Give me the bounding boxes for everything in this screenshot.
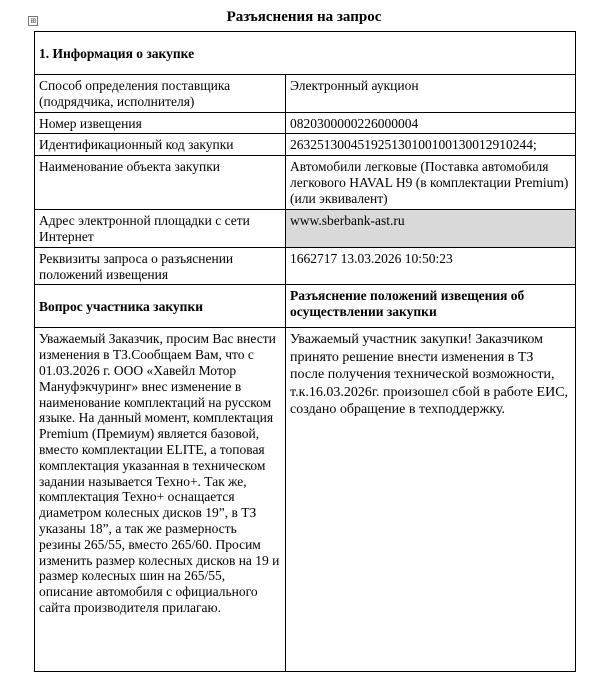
table-row <box>35 75 576 113</box>
procurement-info-table <box>34 31 576 672</box>
qa-header-row <box>35 285 576 328</box>
row-value-notice-number: 0820300000226000004 <box>286 112 576 134</box>
section-row <box>35 32 576 75</box>
table-row <box>35 210 576 248</box>
row-label-purchase-code: Идентификационный код закупки <box>35 134 286 156</box>
row-value-request-details: 1662717 13.03.2026 10:50:23 <box>286 247 576 285</box>
question-header: Вопрос участника закупки <box>35 285 286 328</box>
table-row <box>35 112 576 134</box>
document-title: Разъяснения на запрос <box>226 9 382 25</box>
row-label-notice-number: Номер извещения <box>35 112 286 134</box>
table-row <box>35 134 576 156</box>
table-row <box>35 156 576 210</box>
row-value-method: Электронный аукцион <box>286 75 576 113</box>
row-label-object-name: Наименование объекта закупки <box>35 156 286 210</box>
row-label-request-details: Реквизиты запроса о разъяснении положений извещения <box>35 247 286 285</box>
question-text: Уважаемый Заказчик, просим Вас внести изменения в ТЗ.Сообщаем Вам, что с 01.03.2026 г. ООО «Хавейл Мотор Мануфэкчуринг» внес изменение в наименование комплектаций на русском языке. На данный момент, комплектация Premium (Премиум) является базовой, вместо комплектации ELITE, а топовая комплектация указанная в техническом задании называется Техно+. Так же, комплектация Техно+ оснащается диаметром колесных дисков 19”, в ТЗ указаны 18”, а так же размерность резины 265/55, вместо 265/60. Просим изменить размер колесных дисков на 19 и размер колесных шин на 265/55, описание автомобиля с официального сайта производителя прилагаю. <box>35 328 286 672</box>
row-value-object-name: Автомобили легковые (Поставка автомобиля легкового HAVAL H9 (в комплектации Premium) (или эквивалент) <box>286 156 576 210</box>
section-heading: 1. Информация о закупке <box>35 32 576 75</box>
answer-text: Уважаемый участник закупки! Заказчиком принято решение внести изменения в ТЗ после получения технической возможности, т.к.16.03.2026г. произошел сбой в работе ЕИС, создано обращение в техподдержку. <box>286 328 576 672</box>
row-label-method: Способ определения поставщика (подрядчика, исполнителя) <box>35 75 286 113</box>
row-value-purchase-code: 263251300451925130100100130012910244; <box>286 134 576 156</box>
row-value-platform-link[interactable]: www.sberbank-ast.ru <box>286 210 576 248</box>
table-move-handle-icon[interactable]: ⊞ <box>28 16 38 26</box>
qa-content-row <box>35 328 576 672</box>
table-row <box>35 247 576 285</box>
row-label-platform-address: Адрес электронной площадки с сети Интернет <box>35 210 286 248</box>
answer-header: Разъяснение положений извещения об осуществлении закупки <box>286 285 576 328</box>
